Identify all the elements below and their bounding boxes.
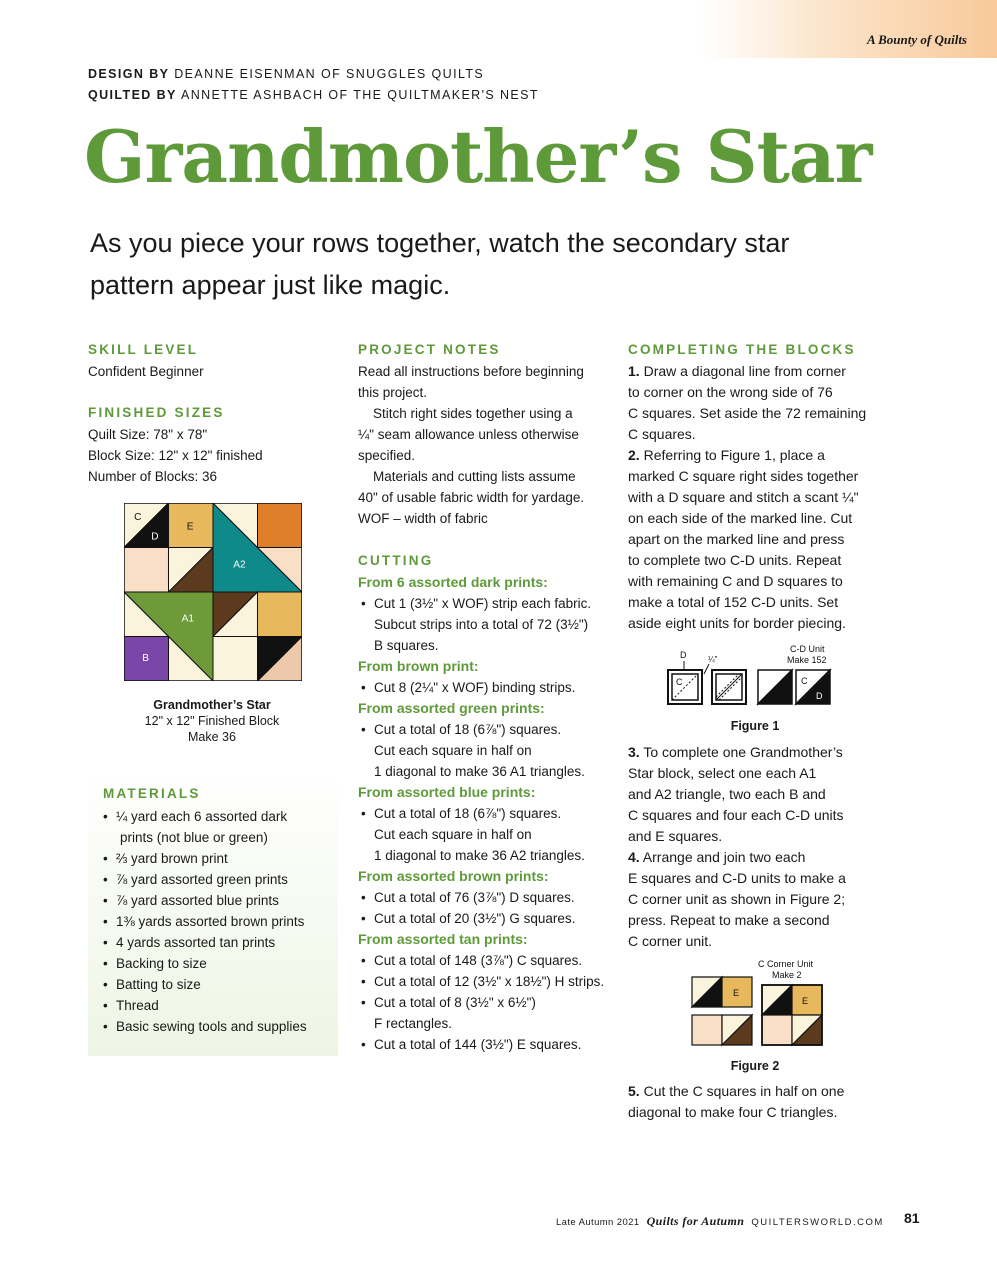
list-item: • 4 yards assorted tan prints bbox=[100, 932, 335, 953]
list-item: • ⅞ yard assorted blue prints bbox=[100, 890, 335, 911]
finished-heading: FINISHED SIZES bbox=[88, 405, 225, 420]
step-text: Arrange and join two each bbox=[639, 849, 806, 865]
step-text: to corner on the wrong side of 76 bbox=[628, 384, 833, 400]
notes-line: Read all instructions before beginning bbox=[358, 364, 584, 379]
section-tag: A Bounty of Quilts bbox=[866, 32, 967, 47]
design-label: DESIGN BY bbox=[88, 67, 170, 81]
step-text: Cut the C squares in half on one bbox=[639, 1083, 845, 1099]
skill-heading: SKILL LEVEL bbox=[88, 342, 199, 357]
quilted-label: QUILTED BY bbox=[88, 88, 177, 102]
block-row-4 bbox=[213, 637, 302, 682]
list-item: • Basic sewing tools and supplies bbox=[100, 1016, 335, 1037]
notes-line: Stitch right sides together using a bbox=[373, 406, 573, 421]
cutting-subheading: From assorted tan prints: bbox=[358, 931, 528, 947]
header-tag-band bbox=[700, 0, 997, 58]
list-item: • Cut a total of 12 (3½" x 18½") H strips. bbox=[358, 971, 628, 992]
block-diagram bbox=[124, 503, 302, 681]
fig2-label-e: E bbox=[733, 988, 740, 998]
list-item: • Cut 8 (2¼" x WOF) binding strips. bbox=[358, 677, 628, 698]
step-text: Referring to Figure 1, place a bbox=[639, 447, 825, 463]
cutting-subheading: From assorted brown prints: bbox=[358, 868, 549, 884]
label-e: E bbox=[186, 521, 194, 533]
materials-list bbox=[100, 806, 335, 1037]
block-caption-size: 12" x 12" Finished Block bbox=[144, 714, 280, 728]
fig2-label-e2: E bbox=[802, 996, 809, 1006]
list-item-continued: 1 diagonal to make 36 A2 triangles. bbox=[374, 848, 585, 863]
list-item: • Thread bbox=[100, 995, 335, 1016]
list-item: • Cut a total of 76 (3⅞") D squares. bbox=[358, 887, 628, 908]
step-text: and A2 triangle, two each B and bbox=[628, 786, 826, 802]
list-item-continued: prints (not blue or green) bbox=[120, 830, 268, 845]
list-item: • ⅔ yard brown print bbox=[100, 848, 335, 869]
step-text: on each side of the marked line. Cut bbox=[628, 510, 853, 526]
step-text: and E squares. bbox=[628, 828, 723, 844]
step-text: Star block, select one each A1 bbox=[628, 765, 817, 781]
fig1-label-quarter: ¼" bbox=[708, 655, 718, 664]
block-count: Number of Blocks: 36 bbox=[88, 469, 218, 484]
step-text: E squares and C-D units to make a bbox=[628, 870, 846, 886]
project-notes-heading: PROJECT NOTES bbox=[358, 342, 501, 357]
figure-1-caption: Figure 1 bbox=[730, 719, 780, 733]
block-row-2 bbox=[124, 548, 213, 593]
notes-line: 40" of usable fabric width for yardage. bbox=[358, 490, 585, 505]
label-a2: A2 bbox=[233, 559, 246, 571]
step-text: C squares. Set aside the 72 remaining bbox=[628, 405, 867, 421]
list-item: • Cut a total of 18 (6⅞") squares. bbox=[358, 803, 628, 824]
list-item: • ⅞ yard assorted green prints bbox=[100, 869, 335, 890]
fig2-joined-unit bbox=[762, 985, 822, 1045]
step-text: To complete one Grandmother’s bbox=[639, 744, 843, 760]
list-item: • Backing to size bbox=[100, 953, 335, 974]
step-text: aside eight units for border piecing. bbox=[628, 615, 846, 631]
cutting-subheading: From assorted blue prints: bbox=[358, 784, 536, 800]
intro-text: As you piece your rows together, watch the secondary star pattern appear just like magic. bbox=[90, 228, 790, 300]
list-item: • ¼ yard each 6 assorted dark bbox=[100, 806, 335, 827]
list-item-continued: Cut each square in half on bbox=[374, 827, 532, 842]
list-item: • Batting to size bbox=[100, 974, 335, 995]
cutting-subheading: From 6 assorted dark prints: bbox=[358, 574, 548, 590]
list-item: • Cut a total of 18 (6⅞") squares. bbox=[358, 719, 628, 740]
step-number: 2. bbox=[628, 447, 640, 463]
step-text: to complete two C-D units. Repeat bbox=[628, 552, 842, 568]
step-text: press. Repeat to make a second bbox=[628, 912, 830, 928]
block-caption bbox=[112, 697, 312, 745]
block-caption-title: Grandmother’s Star bbox=[153, 698, 271, 712]
footer-issue: Late Autumn 2021 bbox=[556, 1217, 640, 1228]
skill-value: Confident Beginner bbox=[88, 364, 204, 379]
fig1-make-label: Make 152 bbox=[787, 655, 827, 665]
step-text: C corner unit as shown in Figure 2; bbox=[628, 891, 846, 907]
step-number: 3. bbox=[628, 744, 640, 760]
project-notes bbox=[358, 361, 623, 529]
finished-sizes bbox=[88, 424, 263, 487]
notes-line: this project. bbox=[358, 385, 428, 400]
footer-magazine: Quilts for Autumn bbox=[646, 1214, 745, 1228]
quilted-value: ANNETTE ASHBACH OF THE QUILTMAKER'S NEST bbox=[180, 88, 539, 102]
figure-2 bbox=[690, 955, 830, 1050]
list-item: • Cut a total of 148 (3⅞") C squares. bbox=[358, 950, 628, 971]
cutting-list bbox=[358, 572, 628, 1055]
list-item: • Cut a total of 20 (3½") G squares. bbox=[358, 908, 628, 929]
step-text: with remaining C and D squares to bbox=[628, 573, 843, 589]
label-d: D bbox=[151, 531, 159, 543]
step-text: make a total of 152 C-D units. Set bbox=[628, 594, 839, 610]
block-caption-make: Make 36 bbox=[188, 730, 236, 744]
cutting-subheading: From assorted green prints: bbox=[358, 700, 545, 716]
design-value: DEANNE EISENMAN OF SNUGGLES QUILTS bbox=[174, 67, 485, 81]
label-b: B bbox=[142, 652, 149, 664]
page-number: 81 bbox=[904, 1210, 920, 1226]
step-text: marked C square right sides together bbox=[628, 468, 859, 484]
quilt-size: Quilt Size: 78" x 78" bbox=[88, 427, 208, 442]
list-item: • Cut a total of 144 (3½") E squares. bbox=[358, 1034, 628, 1055]
list-item-continued: 1 diagonal to make 36 A1 triangles. bbox=[374, 764, 585, 779]
label-a1: A1 bbox=[181, 613, 195, 625]
fig2-unit-label: C Corner Unit bbox=[758, 959, 814, 969]
cutting-items bbox=[358, 593, 628, 656]
footer-site: QUILTERSWORLD.COM bbox=[751, 1217, 884, 1228]
notes-line: WOF – width of fabric bbox=[358, 511, 488, 526]
cutting-items bbox=[358, 950, 628, 1055]
cutting-subheading: From brown print: bbox=[358, 658, 479, 674]
block-row-3 bbox=[213, 592, 302, 637]
notes-line: Materials and cutting lists assume bbox=[373, 469, 576, 484]
cutting-items bbox=[358, 887, 628, 929]
footer bbox=[556, 1214, 884, 1229]
cutting-items bbox=[358, 719, 628, 782]
label-c: C bbox=[134, 512, 142, 524]
figure-2-caption: Figure 2 bbox=[730, 1059, 780, 1073]
list-item-continued: F rectangles. bbox=[374, 1016, 453, 1031]
step-text: C squares. bbox=[628, 426, 696, 442]
step-3-4 bbox=[628, 742, 898, 952]
list-item-continued: Subcut strips into a total of 72 (3½") bbox=[374, 617, 589, 632]
fig1-label-d: D bbox=[680, 650, 687, 660]
figure-1 bbox=[662, 642, 842, 708]
fig2-make-label: Make 2 bbox=[772, 970, 802, 980]
list-item-continued: Cut each square in half on bbox=[374, 743, 532, 758]
cutting-items bbox=[358, 677, 628, 698]
step-text: diagonal to make four C triangles. bbox=[628, 1104, 838, 1120]
quilted-credit bbox=[88, 88, 539, 102]
step-1-2 bbox=[628, 361, 898, 634]
step-text: C corner unit. bbox=[628, 933, 713, 949]
fig1-unit-label: C-D Unit bbox=[790, 644, 825, 654]
materials-heading: MATERIALS bbox=[103, 786, 201, 801]
fig1-label-c: C bbox=[676, 677, 683, 687]
step-number: 5. bbox=[628, 1083, 640, 1099]
step-text: Draw a diagonal line from corner bbox=[639, 363, 846, 379]
fig1-label-d2: D bbox=[816, 691, 823, 701]
step-text: C squares and four each C-D units bbox=[628, 807, 844, 823]
list-item: • 1⅜ yards assorted brown prints bbox=[100, 911, 335, 932]
step-number: 1. bbox=[628, 363, 640, 379]
design-credit bbox=[88, 67, 484, 81]
block-size: Block Size: 12" x 12" finished bbox=[88, 448, 263, 463]
notes-line: ¼" seam allowance unless otherwise bbox=[358, 427, 579, 442]
fig1-label-c2: C bbox=[801, 676, 808, 686]
completing-heading: COMPLETING THE BLOCKS bbox=[628, 342, 856, 357]
list-item-continued: B squares. bbox=[374, 638, 439, 653]
step-text: apart on the marked line and press bbox=[628, 531, 845, 547]
notes-line: specified. bbox=[358, 448, 416, 463]
cutting-heading: CUTTING bbox=[358, 553, 434, 568]
step-number: 4. bbox=[628, 849, 640, 865]
step-5 bbox=[628, 1081, 898, 1123]
step-text: with a D square and stitch a scant ¼" bbox=[628, 489, 859, 505]
page-title: Grandmother’s Star bbox=[84, 114, 872, 199]
list-item: • Cut a total of 8 (3½" x 6½") bbox=[358, 992, 628, 1013]
cutting-items bbox=[358, 803, 628, 866]
list-item: • Cut 1 (3½" x WOF) strip each fabric. bbox=[358, 593, 628, 614]
